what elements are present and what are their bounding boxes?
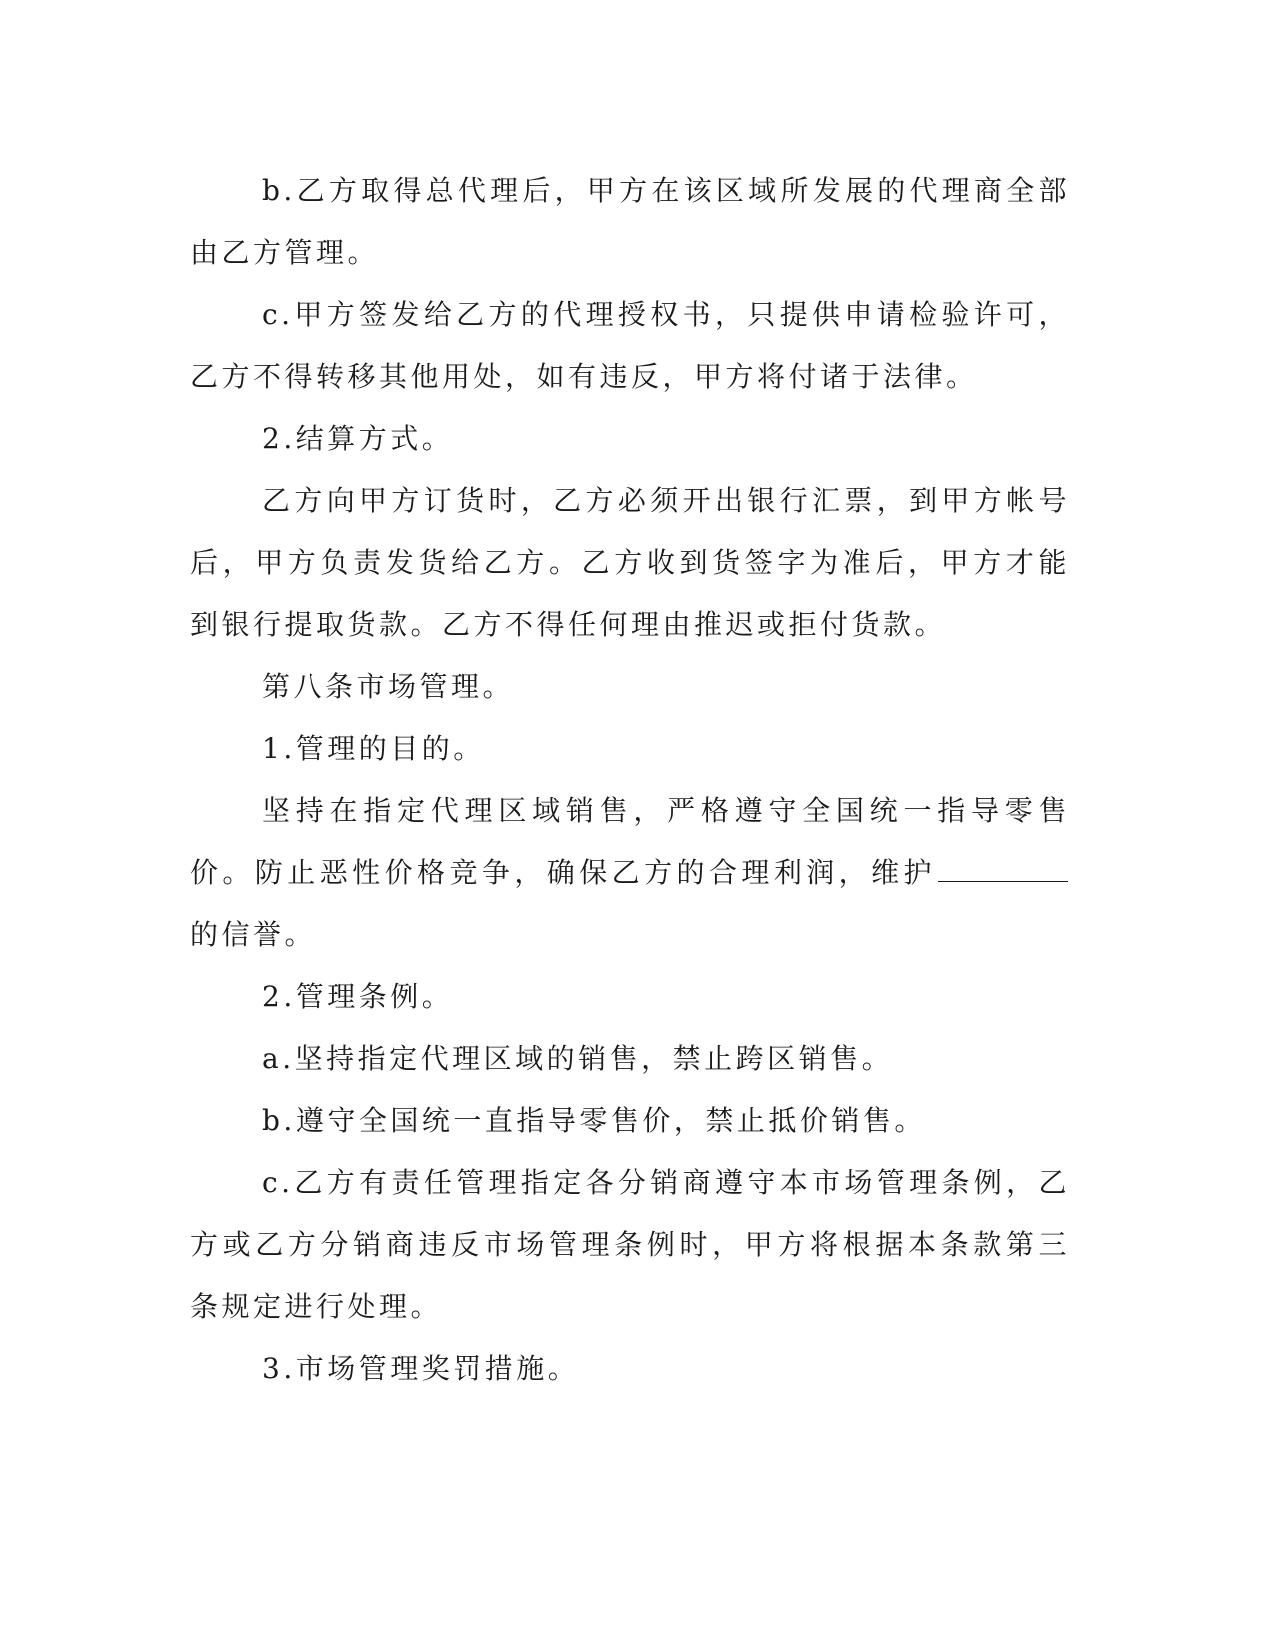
management-purpose-text-start: 坚持在指定代理区域销售，严格遵守全国统一指导零售价。防止恶性价格竞争，确保乙方的合理利润，维护 — [190, 794, 1070, 889]
document-body — [190, 160, 1070, 1400]
clause-c-authorization-letter: c.甲方签发给乙方的代理授权书，只提供申请检验许可，乙方不得转移其他用处，如有违反，甲方将付诸于法律。 — [190, 298, 1070, 393]
heading-management-purpose: 1.管理的目的。 — [262, 732, 485, 765]
heading-management-rules: 2.管理条例。 — [262, 980, 454, 1013]
rule-a-designated-area: a.坚持指定代理区域的销售，禁止跨区销售。 — [262, 1042, 894, 1075]
management-purpose-text — [190, 780, 1070, 966]
clause-b-general-agency: b.乙方取得总代理后，甲方在该区域所发展的代理商全部由乙方管理。 — [190, 174, 1070, 269]
heading-settlement-method: 2.结算方式。 — [262, 422, 454, 455]
fill-in-blank-line — [938, 851, 1068, 882]
heading-rewards-penalties: 3.市场管理奖罚措施。 — [262, 1352, 580, 1385]
settlement-method-text: 乙方向甲方订货时，乙方必须开出银行汇票，到甲方帐号后，甲方负责发货给乙方。乙方收到货签字为准后，甲方才能到银行提取货款。乙方不得任何理由推迟或拒付货款。 — [190, 484, 1070, 641]
article-8-heading: 第八条市场管理。 — [262, 670, 515, 703]
rule-b-retail-price: b.遵守全国统一直指导零售价，禁止抵价销售。 — [262, 1104, 926, 1137]
rule-c-distributor-responsibility: c.乙方有责任管理指定各分销商遵守本市场管理条例，乙方或乙方分销商违反市场管理条例时，甲方将根据本条款第三条规定进行处理。 — [190, 1166, 1070, 1323]
management-purpose-text-end: 的信誉。 — [190, 918, 317, 951]
